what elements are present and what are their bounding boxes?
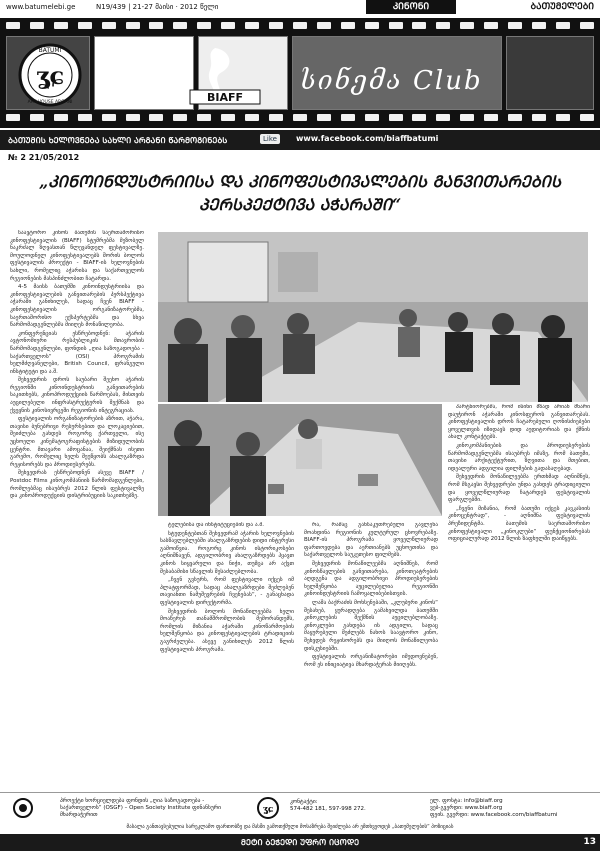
web-link[interactable]: ვებ-გვერდი: www.biaff.org: [430, 805, 503, 811]
article-column-1: საავტორო კინოს ბათუმის საერთაშორისო კინოფესტივალის (BIAFF) სტუმრებმა მეზობელ ნაკრძალ ზღვასთან წლევანდელ ფესტივალზე. მოულოდნელ კინოფესტივალებს შორის ბოლოს ფესტივალის პროექტი - BIAFF-ის ხელოვნების სახლი, რომელიც აჭარისა და საქართველოს რეგიონების მასპინძლობით ჩატარდა. 4-5 მაისს ბათუმში კინოინდუსტრიისა და კინოფესტივალების განვითარების პერსპექტივა აჭარაში განიხილეს, სადაც ჩვენ BIAFF - კინოფესტივალის ორგანიზატორებმა, საერთაშორისო ექსპერტებმა და სხვა წარმომადგენლებმა მიიღეს მონაწილეობა. კონფერენციას ესწრებოდნენ: აჭარის ავტონომიური რესპუბლიკის მთავრობის წარმომადგენლები, ფონდის „ღია საზოგადოება - საქართველოს“ (OSI) პროგრამის ხელმძღვანელები, British Council, ფრანგული ინსტიტუტი და ა.შ. შეხვედრის დროს საუბარი შეეხო აჭარის რეგიონში კინოინდუსტრიის განვითარების საკითხებს, კინოპროდუქციის წარმოებას, მისთვის აუცილებელი ინფრასტრუქტურის შექმნას და ქვეყნის კინოსივრცეში რეგიონის ინტეგრაციას. ფესტივალის ორგანიზატორების აზრით, აჭარა, თავისი ბუნებრივი რესურსებით და ლოკაციებით, შეიძლება გახდეს როგორც ქართველი, ისე უცხოელი კინემატოგრაფისტების მიზიდულობის ცენტრი. მთავარი ამოცანაა, შეიქმნას ისეთი გარემო, რომელიც ხელს შეუწყობს ახალგაზრდა რეჟისორებს და პროდიუსერებს. შეხვედრას ესწრებოდნენ ასევე BIAFF / Postdoc Films კინოკომპანიის წარმომადგენლები, რომლებმაც ისაუბრეს 2012 წლის ფესტივალზე და კინოპროდუქციის დისტრიბუციის საკითხებზე.: [10, 230, 144, 500]
top-bar: [0, 0, 600, 14]
bottom-bar: [0, 834, 600, 851]
page-number: 13: [583, 837, 596, 847]
site-url[interactable]: www.batumelebi.ge: [6, 3, 76, 11]
film-perforation-bottom: [6, 114, 594, 124]
svg-text:ʓɕ: ʓɕ: [262, 805, 274, 815]
like-button[interactable]: Like: [260, 134, 280, 144]
biaff-small-logo-icon: [252, 797, 284, 819]
article-column-4: პარტნიორებმა, რომ ისინი მზად არიან მხარი დაუჭირონ აჭარაში კინოსფეროს განვითარებას. კინოფესტივალის დროს ჩატარებული ღონისძიებები ყოველთვის იზიდავს დიდ აუდიტორიას და ქმნის ახალ კონტაქტებს. კინოკომპანიების და პროდიუსერების წარმომადგენლებმა ისაუბრეს იმაზე, რომ ბათუმი, თავისი არქიტექტურით, ზღვითა და მთებით, იდეალური ადგილია ფილმების გადასაღებად. შეხვედრის მონაწილეებმა ერთხმად აღნიშნეს, რომ მსგავსი შეხვედრები უნდა გახდეს ტრადიციული და ყოველწლიურად ჩატარდეს ფესტივალის ფარგლებში. „ჩვენი მიზანია, რომ ბათუმი იქცეს კავკასიის კინოცენტრად“, - აღნიშნა ფესტივალის პრეზიდენტმა. ბათუმის საერთაშორისო კინოფესტივალი „კინოკლუბი“ ფუნქციონირებას ოფიციალურად 2012 წლის ზაფხულში დაიწყებს.: [448, 404, 590, 543]
conference-photo: [158, 232, 588, 402]
biaff-logo: [10, 40, 290, 110]
disclaimer-note: მასალა განთავსებულია სარეკლამო ფართობზე და მასში გამოთქმული მოსაზრება შეიძლება არ ემთხვეოდეს „ბათუმელების“ პოზიციას: [126, 824, 454, 830]
info-strip: [0, 130, 600, 150]
osi-logo-icon: [12, 797, 52, 819]
conference-photo-lower: [158, 404, 442, 516]
article-column-2: ტელებისა და ინსტიტუციების და ა.შ. სტუდენტებთან შეხვედრამ აჭარის ხელოვნების სასწავლებლებში ახალგაზრდების დიდი ინტერესი გამოიწვია. როგორც კინოს ისტორიკოსები აღნიშნავენ, ადგილობრივ ახალგაზრდებს ჰყავთ კინოს სიყვარული და ნიჭი, თუმცა არ აქვთ შესაბამისი სწავლის შესაძლებლობა. „ჩვენ გვსურს, რომ ფესტივალი იქცეს იმ პლატფორმად, სადაც ახალგაზრდები შეძლებენ თავიანთი ნამუშევრების ჩვენებას“, - განაცხადა ფესტივალის დირექტორმა. შეხვედრის ბოლოს მონაწილეებმა ხელი მოაწერეს თანამშრომლობის მემორანდუმს, რომლის მიზანია აჭარაში კინოწარმოების ხელშეწყობა და კინოფესტივალების ტრადიციის გაგრძელება. ასევე განიხილეს 2012 წლის ფესტივალის პროგრამა.: [160, 522, 294, 653]
meeting-photo-image: [158, 404, 442, 516]
issue-info: N19/439 | 21-27 მაისი · 2012 წელი: [96, 3, 219, 11]
issue-date: № 2 21/05/2012: [8, 153, 80, 162]
cinema-club-title: სინემა Club: [300, 66, 483, 96]
article-column-3: რა, რამაც განსაკუთრებული გავლენა მოახდინა რეგიონის კულტურულ ცხოვრებაზე. BIAFF-ის პროგრამა ყოველწლიურად ფართოვდება და აერთიანებს უცხოეთისა და საქართველოს საუკეთესო ფილმებს. შეხვედრის მონაწილეებმა აღნიშნეს, რომ კინოსწავლების განვითარება, კინოთეატრების აღდგენა და ადგილობრივი პროდიუსერების ხელშეწყობა აუცილებელია რეგიონში კინოინდუსტრიის ჩამოყალიბებისთვის. ლაშა ბაქრაძის მოხსენებაში, „კლუბური კინოს“ შესახებ, ყურადღება გამახვილდა ბათუმში კინოკლუბის შექმნის აუცილებლობაზე. კინოკლუბი გახდება ის ადგილი, სადაც მაყურებელი შეძლებს ნახოს საავტორო კინო, შეხვდეს რეჟისორებს და მიიღოს მონაწილეობა დისკუსიებში. ფესტივალის ორგანიზატორები იმედოვნებენ, რომ ეს ინიციატივა მხარდაჭერას მიიღებს.: [304, 522, 438, 668]
rubric-label: ᲙᲘᲜᲝᲜᲘ: [366, 0, 456, 14]
film-banner: [0, 18, 600, 128]
phone-numbers: 574-482 181, 597-998 272.: [290, 806, 366, 812]
bottom-slogan: ᲛᲔᲢᲘ ᲑᲔᲭᲔᲓᲘ ᲣᲤᲠᲝ ᲘᲪᲝᲓᲔ: [240, 838, 360, 847]
logo-side-text: ART HOUSE ARGANI: [27, 100, 73, 105]
sponsor-text: პროექტი ხორციელდება ფონდის „ღია საზოგადოება - საქართველოს“ (OSGF) – Open Society Institute ფინანსური მხარდაჭერით: [60, 798, 221, 818]
contact-label: კონტაქტი:: [290, 799, 318, 805]
svg-text:ʓɕ: ʓɕ: [35, 61, 65, 90]
film-perforation-top: [6, 22, 594, 32]
email-link[interactable]: ელ. ფოსტა: info@biaff.org: [430, 798, 503, 804]
contact-block: [430, 798, 557, 819]
meeting-photo-image: [158, 232, 588, 402]
logo-bottom-text: BIAFF: [206, 91, 244, 104]
fb-link[interactable]: ფეის. გვერდი: www.facebook.com/biaffbatumi: [430, 812, 558, 818]
paper-logo: ᲑᲐᲗᲣᲛᲔᲚᲔᲑᲘ: [530, 2, 594, 12]
phone-block: [290, 799, 366, 813]
facebook-link[interactable]: www.facebook.com/biaffbatumi: [296, 134, 439, 143]
article-headline: „ᲙᲘᲜᲝᲘᲜᲓᲣᲡᲢᲠᲘᲘᲡᲐ ᲓᲐ ᲙᲘᲜᲝᲤᲔᲡᲢᲘᲕᲐᲚᲔᲑᲘᲡ ᲒᲐᲜᲕᲘᲗᲐᲠᲔᲑᲘᲡ ᲞᲔᲠᲡᲞᲔᲥᲢᲘᲕᲐ ᲐᲭᲐᲠᲐᲨᲘ“: [38, 172, 562, 214]
logo-top-text: BATUMI: [38, 47, 62, 54]
org-name: ᲑᲐᲗᲣᲛᲘᲡ ᲮᲔᲚᲝᲕᲜᲔᲑᲐ ᲡᲐᲮᲚᲘ ᲐᲠᲒᲐᲜᲘ ᲬᲐᲠᲛᲝᲒᲘᲜᲔᲑᲡ: [8, 136, 228, 145]
